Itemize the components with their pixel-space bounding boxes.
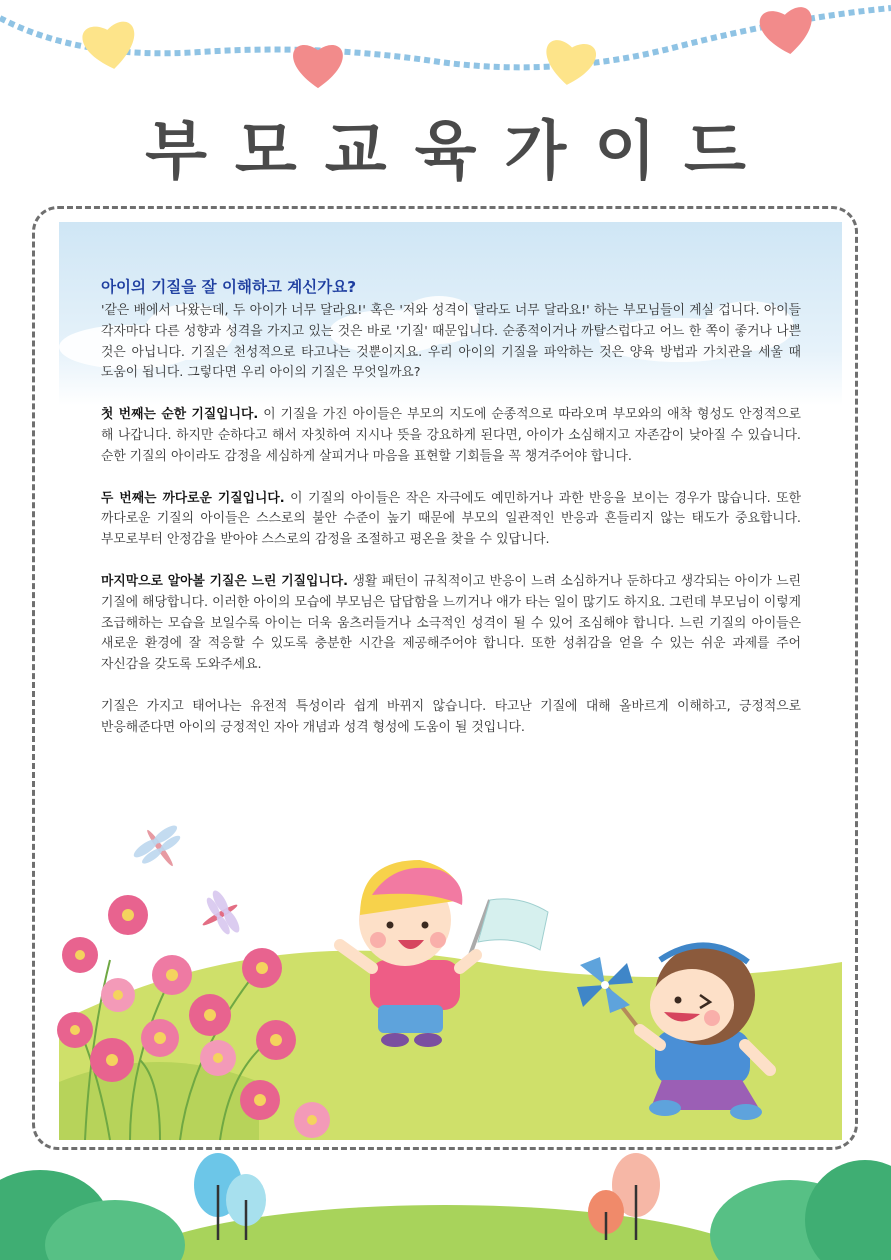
heart-icon <box>81 20 140 74</box>
paragraph-lead: 마지막으로 알아볼 기질은 느린 기질입니다. <box>101 573 348 589</box>
article-heading: 아이의 기질을 잘 이해하고 계신가요? <box>101 278 357 296</box>
paragraph-slow <box>101 572 801 676</box>
paragraph-difficult <box>101 489 801 551</box>
paragraph-lead: 첫 번째는 순한 기질입니다. <box>101 407 259 423</box>
bush-icon <box>0 1160 891 1260</box>
paragraph-text: 이 기질을 가진 아이들은 부모의 지도에 순종적으로 따라오며 부모와의 애착 형성도 안정적으로 해 나갑니다. 하지만 순하다고 해서 자칫하여 지시나 뜻을 강요하게 된다면, 아이가 소심해지고 자존감이 낮아질 수 있습니다. 순한 기질의 아이라도 감정을 세심하게 살피거나 마음을 표현할 기회들을 꼭 챙겨주어야 합니다. <box>101 407 801 464</box>
paragraph-conclusion <box>101 697 801 739</box>
tree-icon <box>194 1153 660 1240</box>
heart-icon <box>758 6 816 58</box>
heart-garland <box>0 0 891 110</box>
paragraph-intro <box>101 301 801 384</box>
paragraph-text: '같은 배에서 나왔는데, 두 아이가 너무 달라요!' 혹은 '저와 성격이 달라도 너무 달라요!' 하는 부모님들이 계실 겁니다. 아이들 각자마다 다른 성향과 성격을 가지고 있는 것은 바로 '기질' 때문입니다. 순종적이거나 까탈스럽다고 어느 한 쪽이 좋거나 나쁜 것은 아닙니다. 기질은 천성적으로 타고나는 것뿐이지요. 우리 아이의 기질을 파악하는 것은 양육 방법과 가치관을 세울 때 도움이 됩니다. 그렇다면 우리 아이의 기질은 무엇일까요? <box>101 303 801 381</box>
paragraph-text: 이 기질의 아이들은 작은 자극에도 예민하거나 과한 반응을 보이는 경우가 많습니다. 또한 까다로운 기질의 아이들은 스스로의 불안 수준이 높기 때문에 부모의 일관적인 반응과 흔들리지 않는 태도가 중요합니다. 부모로부터 안정감을 받아야 스스로의 감정을 조절하고 평온을 찾을 수 있답니다. <box>101 490 801 548</box>
paragraph-lead: 두 번째는 까다로운 기질입니다. <box>101 490 285 506</box>
heart-icon <box>542 39 597 89</box>
heart-icon <box>293 45 343 88</box>
paragraph-text: 생활 패턴이 규칙적이고 반응이 느려 소심하거나 둔하다고 생각되는 아이가 느린 기질에 해당합니다. 이러한 아이의 모습에 부모님은 답답함을 느끼거나 애가 타는 일이 많기도 하지요. 그런데 부모님이 이렇게 조급해하는 모습을 보일수록 아이는 더욱 움츠러들거나 소극적인 성격이 될 수 있어 조심해야 합니다. 느린 기질의 아이들은 새로운 환경에 잘 적응할 수 있도록 충분한 시간을 제공해주어야 합니다. 또한 성취감을 얻을 수 있는 쉬운 과제를 주어 자신감을 갖도록 도와주세요. <box>101 573 801 673</box>
ground-hill <box>115 1205 775 1260</box>
paragraph-gentle <box>101 405 801 467</box>
page-title: 부모교육가이드 <box>145 115 774 189</box>
article <box>101 276 801 760</box>
paragraph-text: 기질은 가지고 태어나는 유전적 특성이라 쉽게 바뀌지 않습니다. 타고난 기질에 대해 올바르게 이해하고, 긍정적으로 반응해준다면 아이의 긍정적인 자아 개념과 성격 형성에 도움이 될 것입니다. <box>101 698 801 735</box>
